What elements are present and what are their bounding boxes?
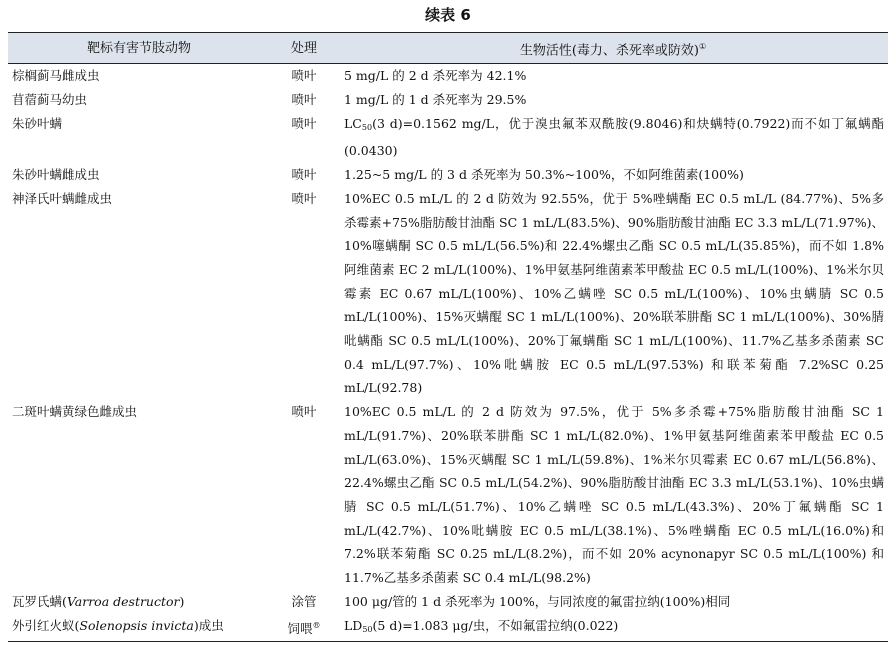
pest-cell: 朱砂叶螨 — [12, 115, 63, 131]
table-row — [8, 163, 888, 187]
effect-cell: 100 μg/管的 1 d 杀死率为 100%，与同浓度的氟雷拉纳(100%)相同 — [344, 593, 731, 609]
header-effect: 生物活性(毒力、杀死率或防效)① — [338, 33, 888, 64]
table-row — [8, 64, 888, 88]
treatment-cell: 喷叶 — [291, 115, 317, 131]
treatment-cell: 喷叶 — [291, 92, 317, 108]
table-row — [8, 112, 888, 163]
table-caption: 续表 6 — [425, 6, 471, 24]
treatment-cell: 涂管 — [291, 593, 317, 609]
treatment-cell: 饲喂® — [270, 614, 338, 642]
effect-cell: 10%EC 0.5 mL/L 的 2 d 防效为 97.5%，优于 5%多杀霉+75%脂肪酸甘油酯 SC 1 mL/L(91.7%)、20%联苯肼酯 SC 1 mL/L(82.0%)、1%甲氨基阿维菌素苯甲酸盐 EC 0.5 mL/L(63.0%)、15%灭螨醌 SC 1 mL/L(59.8%)、1%米尔贝霉素 EC 0.67 mL/L(56.8%)、22.4%螺虫乙酯 SC 0.5 mL/L(54.2%)、90%脂肪酸甘油酯 EC 3.3 mL/L(53.1%)、10%虫螨腈 SC 0.5 mL/L(51.7%)、10%乙螨唑 SC 0.5 mL/L(43.3%)、20%丁氟螨酯 SC 1 mL/L(42.7%)、10%吡螨胺 EC 0.5 mL/L(38.1%)、5%唑螨酯 EC 0.5 mL/L(16.0%)和 7.2%联苯菊酯 SC 0.25 mL/L(8.2%)，而不如 20% acynonapyr SC 0.5 mL/L(100%) 和 11.7%乙基多杀菌素 SC 0.4 mL/L(98.2%) — [344, 404, 884, 586]
pest-cell: 外引红火蚁(Solenopsis invicta)成虫 — [8, 614, 270, 642]
pest-cell: 瓦罗氏螨(Varroa destructor) — [12, 593, 185, 609]
effect-cell: 1 mg/L 的 1 d 杀死率为 29.5% — [344, 92, 527, 108]
pest-cell: 神泽氏叶螨雌成虫 — [12, 190, 113, 206]
table-row — [8, 590, 888, 614]
pest-cell: 棕榈蓟马雌成虫 — [12, 68, 100, 84]
header-pest: 靶标有害节肢动物 — [8, 33, 270, 64]
table-row — [8, 187, 888, 400]
treatment-cell: 喷叶 — [291, 404, 317, 420]
table-header-row — [8, 33, 888, 64]
pest-cell: 苜蓿蓟马幼虫 — [12, 92, 88, 108]
effect-cell: 10%EC 0.5 mL/L 的 2 d 防效为 92.55%，优于 5%唑螨酯 EC 0.5 mL/L (84.77%)、5%多杀霉素+75%脂肪酸甘油酯 SC 1 mL/L(83.5%)、90%脂肪酸甘油酯 EC 3.3 mL/L(71.97%)、10%噻螨酮 SC 0.5 mL/L(56.5%)和 22.4%螺虫乙酯 SC 0.5 mL/L(35.85%)，而不如 1.8%阿维菌素 EC 2 mL/L(100%)、1%甲氨基阿维菌素苯甲酸盐 EC 0.5 mL/L(100%)、1%米尔贝霉素 EC 0.67 mL/L(100%)、10%乙螨唑 SC 0.5 mL/L(100%)、10%虫螨腈 SC 0.5 mL/L(100%)、15%灭螨醌 SC 1 mL/L(100%)、20%联苯肼酯 SC 1 mL/L(100%)、30%腈吡螨酯 SC 0.5 mL/L(100%)、20%丁氟螨酯 SC 1 mL/L(100%)、11.7%乙基多杀菌素 SC 0.4 mL/L(97.7%)、10%吡螨胺 EC 0.5 mL/L(97.53%) 和联苯菊酯 7.2%SC 0.25 mL/L(92.78) — [344, 190, 884, 396]
table-row — [8, 614, 888, 642]
header-effect-note: ① — [698, 42, 707, 51]
header-treatment: 处理 — [270, 33, 338, 64]
data-table — [8, 32, 888, 642]
effect-cell: 5 mg/L 的 2 d 杀死率为 42.1% — [344, 68, 527, 84]
table-row — [8, 400, 888, 590]
effect-cell: $LD_{50}(5$ d)=1.083 μg/虫，不如氟雷拉纳(0.022) — [338, 614, 888, 642]
table-row — [8, 88, 888, 112]
treatment-cell: 喷叶 — [291, 68, 317, 84]
effect-cell: $LC_{50}(3$ d)=0.1562 mg/L，优于溴虫氟苯双酰胺(9.8046)和炔螨特(0.7922)而不如丁氟螨酯(0.0430) — [344, 115, 884, 159]
effect-cell: 1.25~5 mg/L 的 3 d 杀死率为 50.3%~100%，不如阿维菌素(100%) — [344, 167, 744, 183]
pest-cell: 朱砂叶螨雌成虫 — [12, 167, 100, 183]
pest-cell: 二斑叶螨黄绿色雌成虫 — [12, 404, 138, 420]
treatment-note: ® — [312, 620, 321, 630]
treatment-cell: 喷叶 — [291, 190, 317, 206]
treatment-cell: 喷叶 — [291, 167, 317, 183]
